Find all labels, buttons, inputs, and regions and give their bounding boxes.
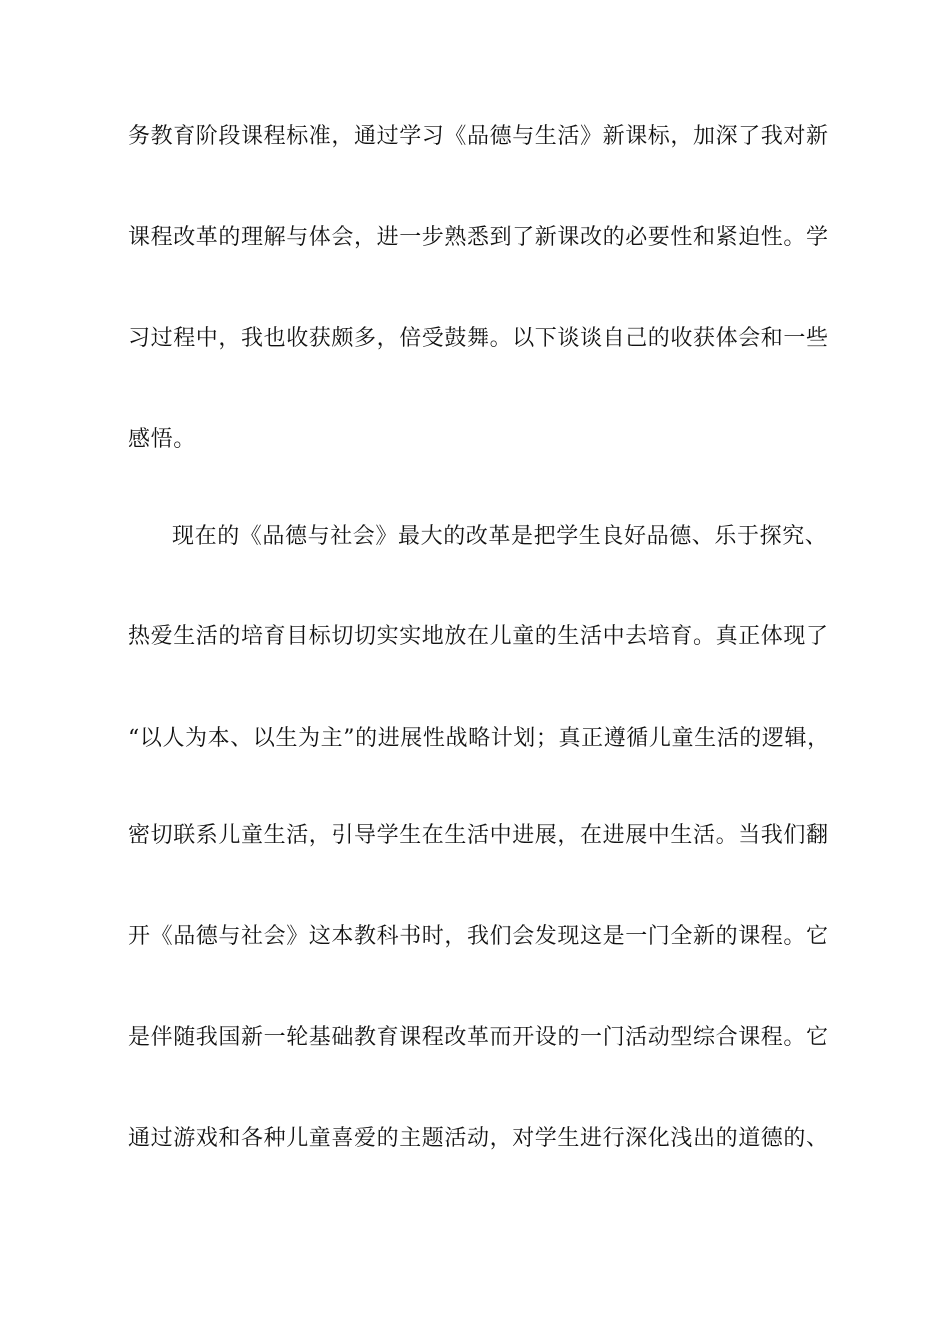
paragraph-first-line: 现在的《品德与社会》最大的改革是把学生良好品德、乐于探究、 [172, 524, 828, 549]
text-line: 感悟。 [128, 427, 196, 452]
text-line: 密切联系儿童生活，引导学生在生活中进展，在进展中生活。当我们翻 [128, 823, 829, 848]
text-line: 习过程中，我也收获颇多，倍受鼓舞。以下谈谈自己的收获体会和一些 [128, 326, 829, 351]
text-line: “以人为本、以生为主”的进展性战略计划；真正遵循儿童生活的逻辑， [128, 726, 830, 751]
text-line: 热爱生活的培育目标切切实实地放在儿童的生活中去培育。真正体现了 [128, 624, 829, 649]
text-line: 通过游戏和各种儿童喜爱的主题活动，对学生进行深化浅出的道德的、 [128, 1126, 829, 1151]
text-line: 开《品德与社会》这本教科书时，我们会发现这是一门全新的课程。它 [128, 924, 829, 949]
text-line: 务教育阶段课程标准，通过学习《品德与生活》新课标，加深了我对新 [128, 124, 829, 149]
text-line: 是伴随我国新一轮基础教育课程改革而开设的一门活动型综合课程。它 [128, 1025, 829, 1050]
text-line: 课程改革的理解与体会，进一步熟悉到了新课改的必要性和紧迫性。学 [128, 225, 829, 250]
